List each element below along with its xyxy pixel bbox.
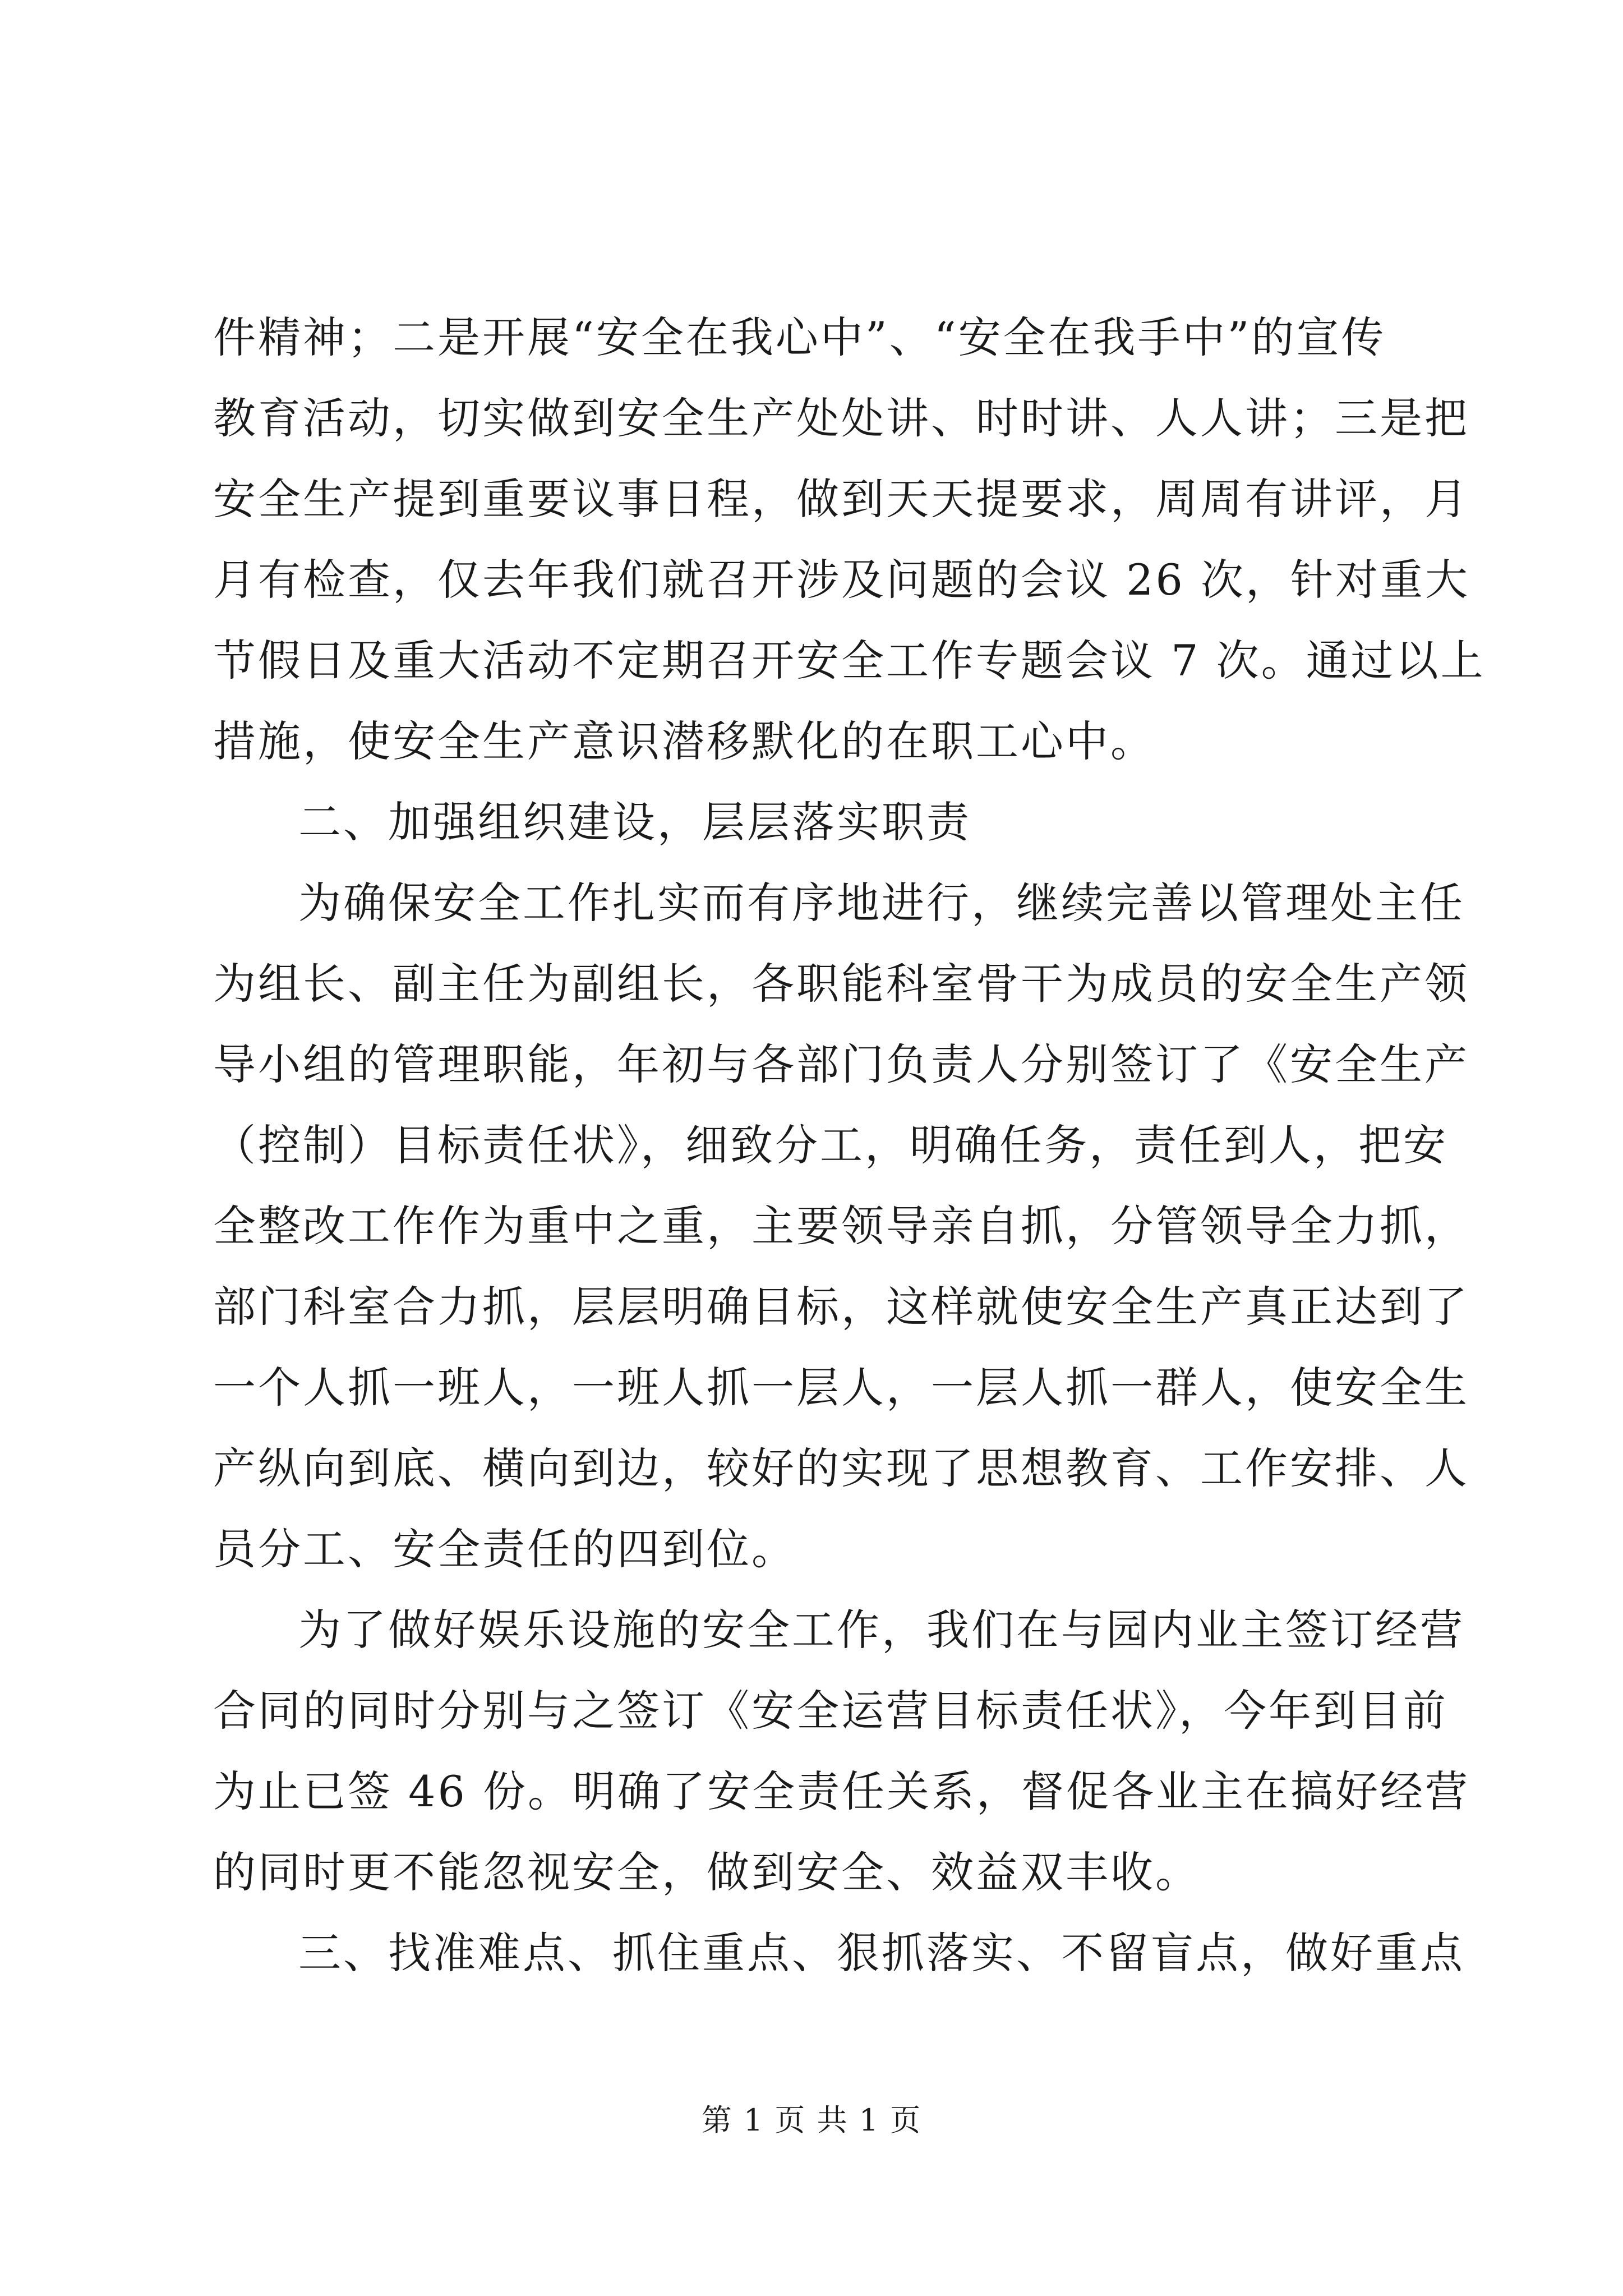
- body-line-5: 节假日及重大活动不定期召开安全工作专题会议 7 次。通过以上: [213, 636, 1486, 685]
- body-line-3: 安全生产提到重要议事日程，做到天天提要求，周周有讲评，月: [213, 474, 1469, 524]
- body-line-2: 教育活动，切实做到安全生产处处讲、时时讲、人人讲；三是把: [213, 393, 1469, 443]
- body-line-14: 一个人抓一班人，一班人抓一层人，一层人抓一群人，使安全生: [213, 1363, 1469, 1412]
- section-heading-3: 三、找准难点、抓住重点、狠抓落实、不留盲点，做好重点: [298, 1928, 1465, 1978]
- body-line-17: 为了做好娱乐设施的安全工作，我们在与园内业主签订经营: [298, 1605, 1465, 1655]
- body-line-4: 月有检查，仅去年我们就召开涉及问题的会议 26 次，针对重大: [213, 555, 1470, 605]
- body-line-18: 合同的同时分别与之签订《安全运营目标责任状》，今年到目前: [213, 1686, 1448, 1736]
- body-line-20: 的同时更不能忽视安全，做到安全、效益双丰收。: [213, 1847, 1200, 1897]
- document-body: [213, 297, 1486, 1994]
- body-line-6: 措施，使安全生产意识潜移默化的在职工心中。: [213, 716, 1155, 766]
- section-heading-2: 二、加强组织建设，层层落实职责: [298, 797, 971, 847]
- body-line-13: 部门科室合力抓，层层明确目标，这样就使安全生产真正达到了: [213, 1282, 1469, 1332]
- body-line-10: 导小组的管理职能，年初与各部门负责人分别签订了《安全生产: [213, 1039, 1469, 1089]
- page-footer: [0, 2101, 1623, 2140]
- body-line-1: 件精神；二是开展“安全在我心中”、“安全在我手中”的宣传: [213, 312, 1386, 362]
- body-line-11: （控制）目标责任状》，细致分工，明确任务，责任到人，把安: [213, 1120, 1448, 1170]
- body-line-8: 为确保安全工作扎实而有序地进行，继续完善以管理处主任: [298, 878, 1465, 928]
- body-line-15: 产纵向到底、横向到边，较好的实现了思想教育、工作安排、人: [213, 1443, 1469, 1493]
- body-line-16: 员分工、安全责任的四到位。: [213, 1524, 796, 1574]
- body-line-19: 为止已签 46 份。明确了安全责任关系，督促各业主在搞好经营: [213, 1766, 1470, 1816]
- body-line-12: 全整改工作作为重中之重，主要领导亲自抓，分管领导全力抓，: [213, 1201, 1469, 1251]
- body-line-9: 为组长、副主任为副组长，各职能科室骨干为成员的安全生产领: [213, 959, 1469, 1009]
- page-number-label: 第 1 页 共 1 页: [701, 2102, 922, 2138]
